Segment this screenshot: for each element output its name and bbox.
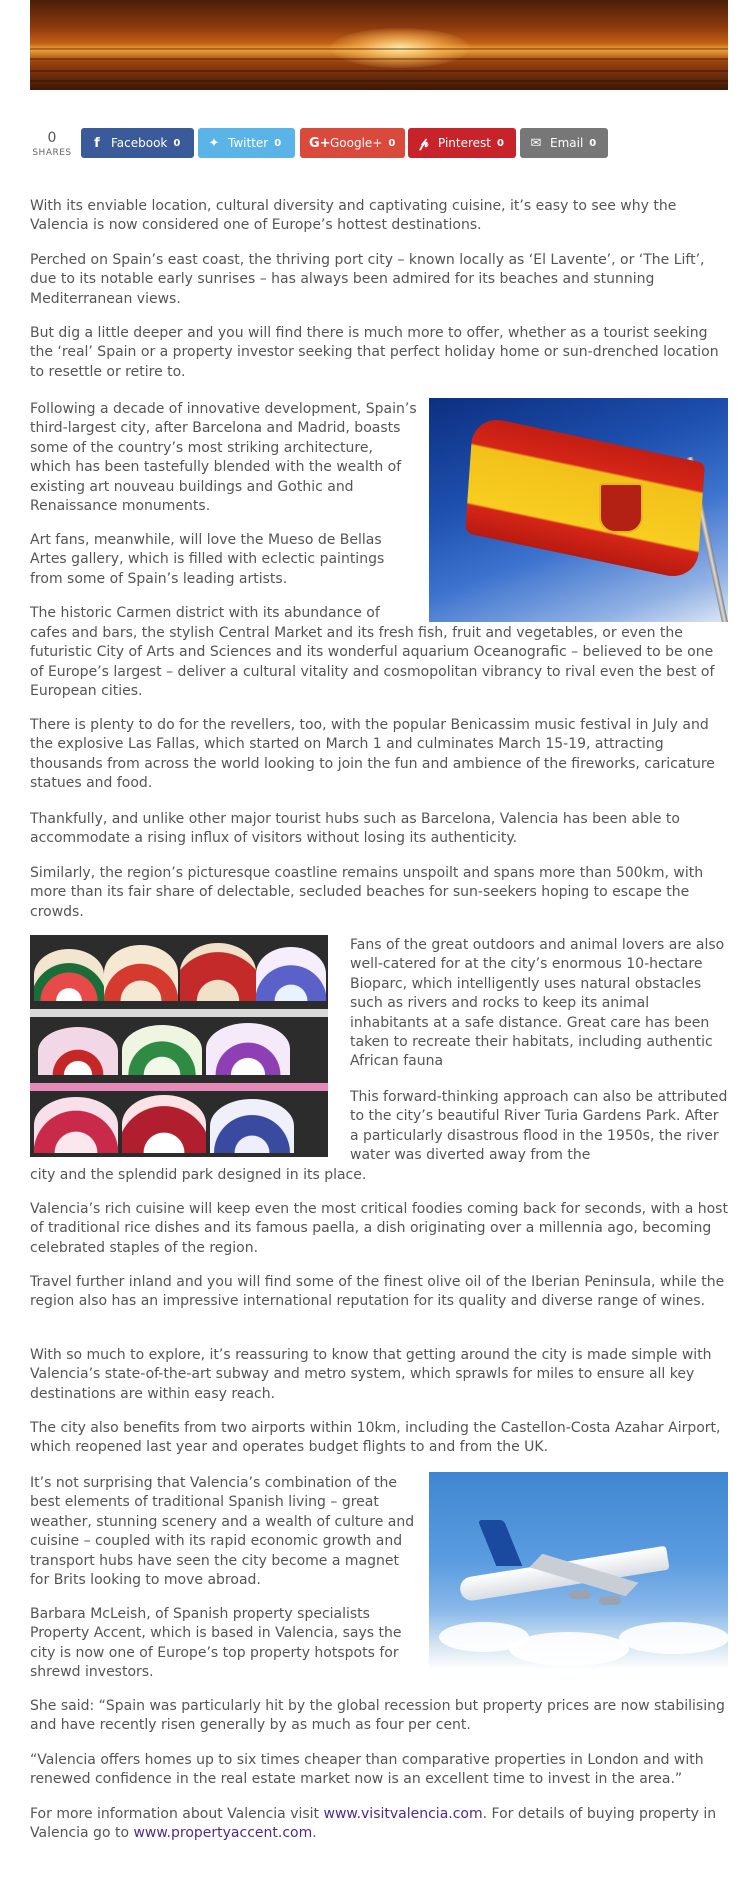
email-count: 0 bbox=[589, 137, 597, 149]
airplane-image bbox=[429, 1472, 728, 1670]
spanish-fans-image bbox=[30, 935, 328, 1157]
twitter-label: Twitter bbox=[228, 136, 269, 150]
paragraph: She said: “Spain was particularly hit by the global recession but property prices are now stabilising and have recently risen generally by as much as four per cent. bbox=[30, 1698, 725, 1734]
paragraph: Similarly, the region’s picturesque coastline remains unspoilt and spans more than 500km, with more than its fair share of delectable, secluded beaches for sun-seekers hoping to escape the crowds. bbox=[30, 865, 704, 920]
share-bar bbox=[30, 126, 630, 160]
text: . For details of buying property in Valencia go to bbox=[30, 1806, 717, 1842]
email-label: Email bbox=[550, 136, 584, 150]
google-plus-icon: G+ bbox=[309, 135, 331, 151]
paragraph: There is plenty to do for the revellers, too, with the popular Benicassim music festival in July and the explosive Las Fallas, which started on March 1 and culminates March 15-19, attracting thousands from across the world looking to join the fun and ambience of the fireworks, caricature statues and food. bbox=[30, 717, 715, 792]
spanish-flag-image bbox=[429, 398, 728, 622]
paragraph: But dig a little deeper and you will find there is much more to offer, whether as a tourist seeking the ‘real’ Spain or a property investor seeking that perfect holiday home or sun-drenched location to resettle or retire to. bbox=[30, 325, 719, 380]
google-plus-label: Google+ bbox=[330, 136, 383, 150]
paragraph: With so much to explore, it’s reassuring to know that getting around the city is made simple with Valencia’s state-of-the-art subway and metro system, which sprawls for miles to ensure all key destinations are within easy reach. bbox=[30, 1347, 712, 1402]
paragraph: Art fans, meanwhile, will love the Mueso de Bellas Artes gallery, which is filled with eclectic paintings from some of Spain’s leading artists. bbox=[30, 532, 385, 587]
paragraph: “Valencia offers homes up to six times cheaper than comparative properties in London and with renewed confidence in the real estate market now is an excellent time to invest in the area.” bbox=[30, 1752, 704, 1788]
paragraph: It’s not surprising that Valencia’s combination of the best elements of traditional Spanish living – great weather, stunning scenery and a wealth of culture and cuisine – coupled with its rapid economic growth and transport hubs have seen the city become a magnet for Brits looking to move abroad. bbox=[30, 1475, 415, 1589]
paragraph: Perched on Spain’s east coast, the thriving port city – known locally as ‘El Lavente’, or ‘The Lift’, due to its notable early sunrises – has always been admired for its beaches and stunning Mediterranean views. bbox=[30, 252, 705, 307]
google-plus-count: 0 bbox=[388, 137, 396, 149]
paragraph: Thankfully, and unlike other major tourist hubs such as Barcelona, Valencia has been able to accommodate a rising influx of visitors without losing its authenticity. bbox=[30, 811, 680, 847]
paragraph: Travel further inland and you will find some of the finest olive oil of the Iberian Peninsula, while the region also has an impressive international reputation for its quality and diverse range of wines. bbox=[30, 1274, 725, 1310]
propertyaccent-link[interactable]: www.propertyaccent.com bbox=[133, 1825, 313, 1842]
paragraph: The city also benefits from two airports within 10km, including the Castellon-Costa Azahar Airport, which reopened last year and operates budget flights to and from the UK. bbox=[30, 1420, 721, 1456]
share-count-number: 0 bbox=[47, 130, 57, 146]
paragraph: The historic Carmen district with its abundance of bbox=[30, 605, 380, 621]
text: For more information about Valencia visit bbox=[30, 1806, 324, 1822]
paragraph: Barbara McLeish, of Spanish property specialists Property Accent, which is based in Valencia, says the city is now one of Europe’s top property hotspots for shrewd investors. bbox=[30, 1606, 402, 1681]
pinterest-count: 0 bbox=[497, 137, 504, 149]
pinterest-icon: 𝓅 bbox=[419, 135, 429, 151]
share-count bbox=[30, 130, 74, 158]
paragraph: Fans of the great outdoors and animal lovers are also well-catered for at the city’s enormous 10-hectare Bioparc, which intelligently uses natural obstacles such as rivers and rocks to keep its animal inhabitants at a safe distance. Great care has been taken to recreate their habitats, including authentic African fauna bbox=[350, 937, 725, 1070]
twitter-count: 0 bbox=[274, 137, 282, 149]
sunset-sea-image bbox=[30, 0, 728, 90]
facebook-label: Facebook bbox=[111, 136, 168, 150]
twitter-icon: ✦ bbox=[208, 135, 220, 151]
pinterest-label: Pinterest bbox=[438, 136, 492, 150]
paragraph: cafes and bars, the stylish Central Market and its fresh fish, fruit and vegetables, or even the futuristic City of Arts and Sciences and its wonderful aquarium Oceanografic – believed to be one of Europe’s largest – deliver a cultural vitality and cosmopolitan vibrancy to rival even the best of European cities. bbox=[30, 625, 715, 700]
text: . bbox=[312, 1825, 317, 1842]
paragraph: city and the splendid park designed in its place. bbox=[30, 1167, 367, 1183]
email-share-button[interactable] bbox=[520, 128, 608, 158]
paragraph: With its enviable location, cultural diversity and captivating cuisine, it’s easy to see why the Valencia is now considered one of Europe’s hottest destinations. bbox=[30, 198, 677, 234]
google-plus-share-button[interactable] bbox=[300, 128, 405, 158]
share-count-label: SHARES bbox=[32, 148, 72, 158]
paragraph: Following a decade of innovative development, Spain’s third-largest city, after Barcelona and Madrid, boasts some of the country’s most striking architecture, which has been tastefully blended with the wealth of existing art nouveau buildings and Gothic and Renaissance monuments. bbox=[30, 401, 417, 515]
facebook-count: 0 bbox=[173, 137, 181, 149]
paragraph bbox=[30, 1805, 728, 1844]
visitvalencia-link[interactable]: www.visitvalencia.com bbox=[323, 1806, 483, 1822]
twitter-share-button[interactable] bbox=[198, 128, 295, 158]
paragraph: This forward-thinking approach can also be attributed to the city’s beautiful River Turia Gardens Park. After a particularly disastrous flood in the 1950s, the river water was diverted away from the bbox=[350, 1089, 728, 1164]
email-icon: ✉ bbox=[530, 135, 542, 151]
paragraph: Valencia’s rich cuisine will keep even the most critical foodies coming back for seconds, with a host of traditional rice dishes and its famous paella, a dish originating over a millennia ago, becoming celebrated staples of the region. bbox=[30, 1201, 728, 1256]
facebook-share-button[interactable] bbox=[81, 128, 194, 158]
pinterest-share-button[interactable] bbox=[408, 128, 516, 158]
facebook-icon: f bbox=[94, 135, 100, 151]
